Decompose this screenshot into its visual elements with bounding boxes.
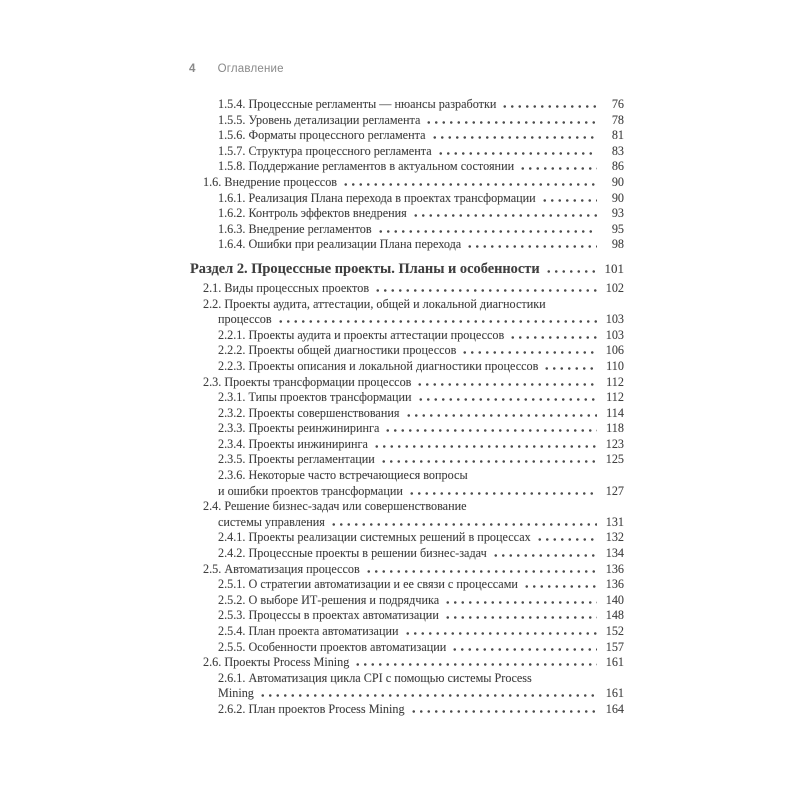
- toc-entry-line: [190, 406, 624, 422]
- entry-page-number: 102: [605, 280, 624, 295]
- entry-title: 2.2.2. Проекты общей диагностики процессов: [218, 343, 457, 358]
- entry-page-number: 78: [611, 112, 624, 127]
- toc-entry-line: [190, 97, 624, 113]
- entry-page-number: 161: [605, 655, 624, 670]
- toc-entry: [190, 359, 624, 375]
- toc-entry-line-continued: [190, 312, 624, 328]
- toc-entry: [190, 97, 624, 113]
- toc-entry-line: [190, 343, 624, 359]
- dot-leader: [408, 490, 597, 495]
- toc-entry-line: [190, 237, 624, 253]
- toc-entry: [190, 546, 624, 562]
- entry-title: 2.5.4. План проекта автоматизации: [218, 624, 399, 638]
- entry-page-number: 131: [605, 514, 624, 529]
- dot-leader: [451, 646, 597, 651]
- dot-leader: [431, 134, 597, 139]
- toc-entry: [190, 281, 624, 297]
- toc-entry: [190, 328, 624, 344]
- entry-page-number: 90: [611, 190, 624, 205]
- entry-title: 1.5.7. Структура процессного регламента: [218, 143, 432, 158]
- entry-title: 2.3.3. Проекты реинжиниринга: [218, 421, 380, 436]
- dot-leader: [425, 119, 597, 124]
- entry-page-number: 83: [611, 143, 624, 158]
- entry-title: 2.5.1. О стратегии автоматизации и ее связи с процессами: [218, 577, 518, 592]
- toc-entry: [190, 702, 624, 718]
- toc-entry-line: [190, 144, 624, 160]
- entry-title: 2.3.6. Некоторые часто встречающиеся вопросы: [218, 468, 468, 483]
- toc-entry-line: [190, 191, 624, 207]
- entry-title: 2.1. Виды процессных проектов: [203, 280, 370, 295]
- entry-title: 2.2. Проекты аудита, аттестации, общей и локальной диагностики: [203, 296, 546, 311]
- toc-entry-line: [190, 206, 624, 222]
- entry-page-number: 95: [611, 221, 624, 236]
- dot-leader: [365, 568, 597, 573]
- toc-entry-line: [190, 260, 624, 278]
- entry-title: 2.5. Автоматизация процессов: [203, 561, 360, 576]
- toc-entry: [190, 608, 624, 624]
- toc-entry: [190, 406, 624, 422]
- entry-page-number: 90: [611, 174, 624, 189]
- entry-title: 2.4. Решение бизнес-задач или совершенствование: [203, 499, 467, 514]
- toc-entry: [190, 113, 624, 129]
- entry-title: 1.5.6. Форматы процессного регламента: [218, 128, 426, 143]
- toc-entry: [190, 671, 624, 702]
- dot-leader: [410, 708, 597, 713]
- toc-entry-line: [190, 624, 624, 640]
- dot-leader: [417, 396, 597, 401]
- dot-leader: [373, 443, 597, 448]
- entry-page-number: 136: [605, 577, 624, 592]
- toc-entry-line: [190, 468, 624, 484]
- toc-entry-line: [190, 640, 624, 656]
- toc-entry-line: [190, 655, 624, 671]
- entry-page-number: 106: [605, 343, 624, 358]
- entry-title: 2.2.3. Проекты описания и локальной диагностики процессов: [218, 358, 539, 373]
- dot-leader: [541, 197, 597, 202]
- entry-page-number: 101: [604, 260, 624, 276]
- entry-title-continued: системы управления: [218, 514, 325, 529]
- toc-entry-line: [190, 577, 624, 593]
- entry-title: 2.5.5. Особенности проектов автоматизации: [218, 639, 447, 654]
- dot-leader: [444, 614, 597, 619]
- entry-page-number: 134: [605, 546, 624, 561]
- entry-page-number: 164: [605, 701, 624, 716]
- entry-title: 2.5.3. Процессы в проектах автоматизации: [218, 608, 439, 623]
- entry-page-number: 98: [611, 237, 624, 252]
- dot-leader: [466, 243, 597, 248]
- entry-title: 1.5.4. Процессные регламенты — нюансы разработки: [218, 97, 497, 111]
- dot-leader: [380, 458, 597, 463]
- dot-leader: [437, 150, 597, 155]
- toc-entry: [190, 128, 624, 144]
- toc-entry: [190, 343, 624, 359]
- entry-title: 2.3. Проекты трансформации процессов: [203, 374, 412, 389]
- dot-leader: [404, 630, 597, 635]
- toc-entry-line: [190, 375, 624, 391]
- entry-page-number: 103: [605, 312, 624, 327]
- entry-title: 2.5.2. О выборе ИТ-решения и подрядчика: [218, 592, 440, 607]
- toc-entry-line: [190, 608, 624, 624]
- toc-entry-line: [190, 222, 624, 238]
- toc-entry: [190, 452, 624, 468]
- entry-title: 2.3.5. Проекты регламентации: [218, 452, 375, 467]
- dot-leader: [461, 349, 597, 354]
- dot-leader: [259, 692, 597, 697]
- toc-entry-line: [190, 452, 624, 468]
- dot-leader: [416, 381, 597, 386]
- entry-page-number: 157: [605, 639, 624, 654]
- toc-entry: [190, 577, 624, 593]
- toc-entry: [190, 468, 624, 499]
- dot-leader: [384, 427, 597, 432]
- toc-entry-line: [190, 390, 624, 406]
- toc-entry: [190, 655, 624, 671]
- dot-leader: [354, 661, 597, 666]
- dot-leader: [519, 165, 597, 170]
- entry-page-number: 148: [605, 608, 624, 623]
- toc-entry-line: [190, 175, 624, 191]
- toc-entry-line: [190, 562, 624, 578]
- toc-entry-line: [190, 297, 624, 313]
- entry-page-number: 140: [605, 592, 624, 607]
- toc-entry: [190, 144, 624, 160]
- entry-title: 1.5.8. Поддержание регламентов в актуальном состоянии: [218, 159, 515, 174]
- dot-leader: [523, 583, 597, 588]
- toc-entry: [190, 421, 624, 437]
- dot-leader: [412, 212, 597, 217]
- dot-leader: [330, 521, 597, 526]
- entry-title-continued: Mining: [218, 686, 254, 701]
- entry-title: 2.6. Проекты Process Mining: [203, 655, 350, 670]
- toc-entry-line: [190, 128, 624, 144]
- running-head: Оглавление: [217, 63, 284, 75]
- dot-leader: [277, 318, 597, 323]
- toc-entry-line: [190, 546, 624, 562]
- entry-page-number: 136: [605, 561, 624, 576]
- toc-entry: [190, 562, 624, 578]
- toc-entry-line: [190, 421, 624, 437]
- toc-entry-line: [190, 530, 624, 546]
- entry-page-number: 123: [605, 436, 624, 451]
- dot-leader: [342, 181, 597, 186]
- entry-page-number: 110: [606, 358, 624, 373]
- dot-leader: [501, 103, 597, 108]
- entry-title: 2.3.2. Проекты совершенствования: [218, 405, 400, 420]
- entry-title: 1.6.1. Реализация Плана перехода в проектах трансформации: [218, 190, 536, 205]
- dot-leader: [536, 536, 597, 541]
- entry-title-continued: процессов: [218, 312, 272, 327]
- entry-page-number: 161: [605, 686, 624, 701]
- toc-entry-line: [190, 113, 624, 129]
- toc-entry: [190, 390, 624, 406]
- dot-leader: [509, 334, 597, 339]
- entry-page-number: 86: [611, 159, 624, 174]
- toc-entry: [190, 191, 624, 207]
- toc-entry: [190, 175, 624, 191]
- toc-entry-line: [190, 671, 624, 687]
- entry-page-number: 114: [606, 405, 624, 420]
- entry-title: 2.4.2. Процессные проекты в решении бизнес-задач: [218, 546, 487, 561]
- toc-entry-line: [190, 702, 624, 718]
- entry-title: 2.3.4. Проекты инжиниринга: [218, 436, 368, 451]
- toc-entry: [190, 437, 624, 453]
- entry-title: 2.3.1. Типы проектов трансформации: [218, 390, 412, 405]
- toc-entry-line: [190, 437, 624, 453]
- dot-leader: [377, 228, 597, 233]
- entry-page-number: 152: [605, 624, 624, 638]
- entry-page-number: 93: [611, 206, 624, 221]
- toc-entry-line: [190, 328, 624, 344]
- toc-entry: [190, 159, 624, 175]
- toc-entry: [190, 593, 624, 609]
- toc-entry: [190, 222, 624, 238]
- toc-entry: [190, 499, 624, 530]
- entry-title: Раздел 2. Процессные проекты. Планы и особенности: [190, 260, 540, 277]
- entry-title: 2.2.1. Проекты аудита и проекты аттестации процессов: [218, 327, 505, 342]
- entry-page-number: 112: [606, 374, 624, 389]
- toc-entry: [190, 206, 624, 222]
- entry-page-number: 132: [605, 530, 624, 545]
- toc-entry-line: [190, 593, 624, 609]
- toc-entry-line-continued: [190, 515, 624, 531]
- entry-page-number: 118: [606, 421, 624, 436]
- entry-title: 1.6.3. Внедрение регламентов: [218, 221, 372, 236]
- toc-entry: [190, 624, 624, 640]
- entry-page-number: 81: [611, 128, 624, 143]
- toc-entry-line: [190, 499, 624, 515]
- toc-entry: [190, 530, 624, 546]
- entry-title: 2.4.1. Проекты реализации системных решений в процессах: [218, 530, 531, 545]
- dot-leader: [492, 552, 597, 557]
- toc-entry-line: [190, 359, 624, 375]
- entry-title: 2.6.1. Автоматизация цикла CPI с помощью системы Process: [218, 670, 532, 685]
- entry-title: 1.5.5. Уровень детализации регламента: [218, 112, 421, 127]
- dot-leader: [543, 365, 597, 370]
- dot-leader: [405, 412, 598, 417]
- entry-page-number: 76: [611, 97, 624, 111]
- page-header: [189, 62, 284, 76]
- page-number: 4: [189, 63, 196, 75]
- entry-title: 1.6. Внедрение процессов: [203, 174, 338, 189]
- toc-entry: [190, 297, 624, 328]
- toc-entry-line: [190, 159, 624, 175]
- toc-entry-line: [190, 281, 624, 297]
- toc-entry: [190, 237, 624, 253]
- entry-title-continued: и ошибки проектов трансформации: [218, 483, 403, 498]
- entry-title: 1.6.2. Контроль эффектов внедрения: [218, 206, 407, 221]
- entry-page-number: 125: [605, 452, 624, 467]
- dot-leader: [545, 268, 597, 273]
- entry-page-number: 103: [605, 327, 624, 342]
- dot-leader: [374, 287, 597, 292]
- toc-entry-line-continued: [190, 484, 624, 500]
- dot-leader: [444, 599, 597, 604]
- entry-page-number: 127: [605, 483, 624, 498]
- entry-title: 1.6.4. Ошибки при реализации Плана перехода: [218, 237, 462, 252]
- toc-entry-line-continued: [190, 686, 624, 702]
- toc-entry: [190, 640, 624, 656]
- toc-entry: [190, 375, 624, 391]
- entry-title: 2.6.2. План проектов Process Mining: [218, 701, 405, 716]
- entry-page-number: 112: [606, 390, 624, 405]
- toc-section-heading: [190, 260, 624, 278]
- toc-list: [190, 97, 624, 718]
